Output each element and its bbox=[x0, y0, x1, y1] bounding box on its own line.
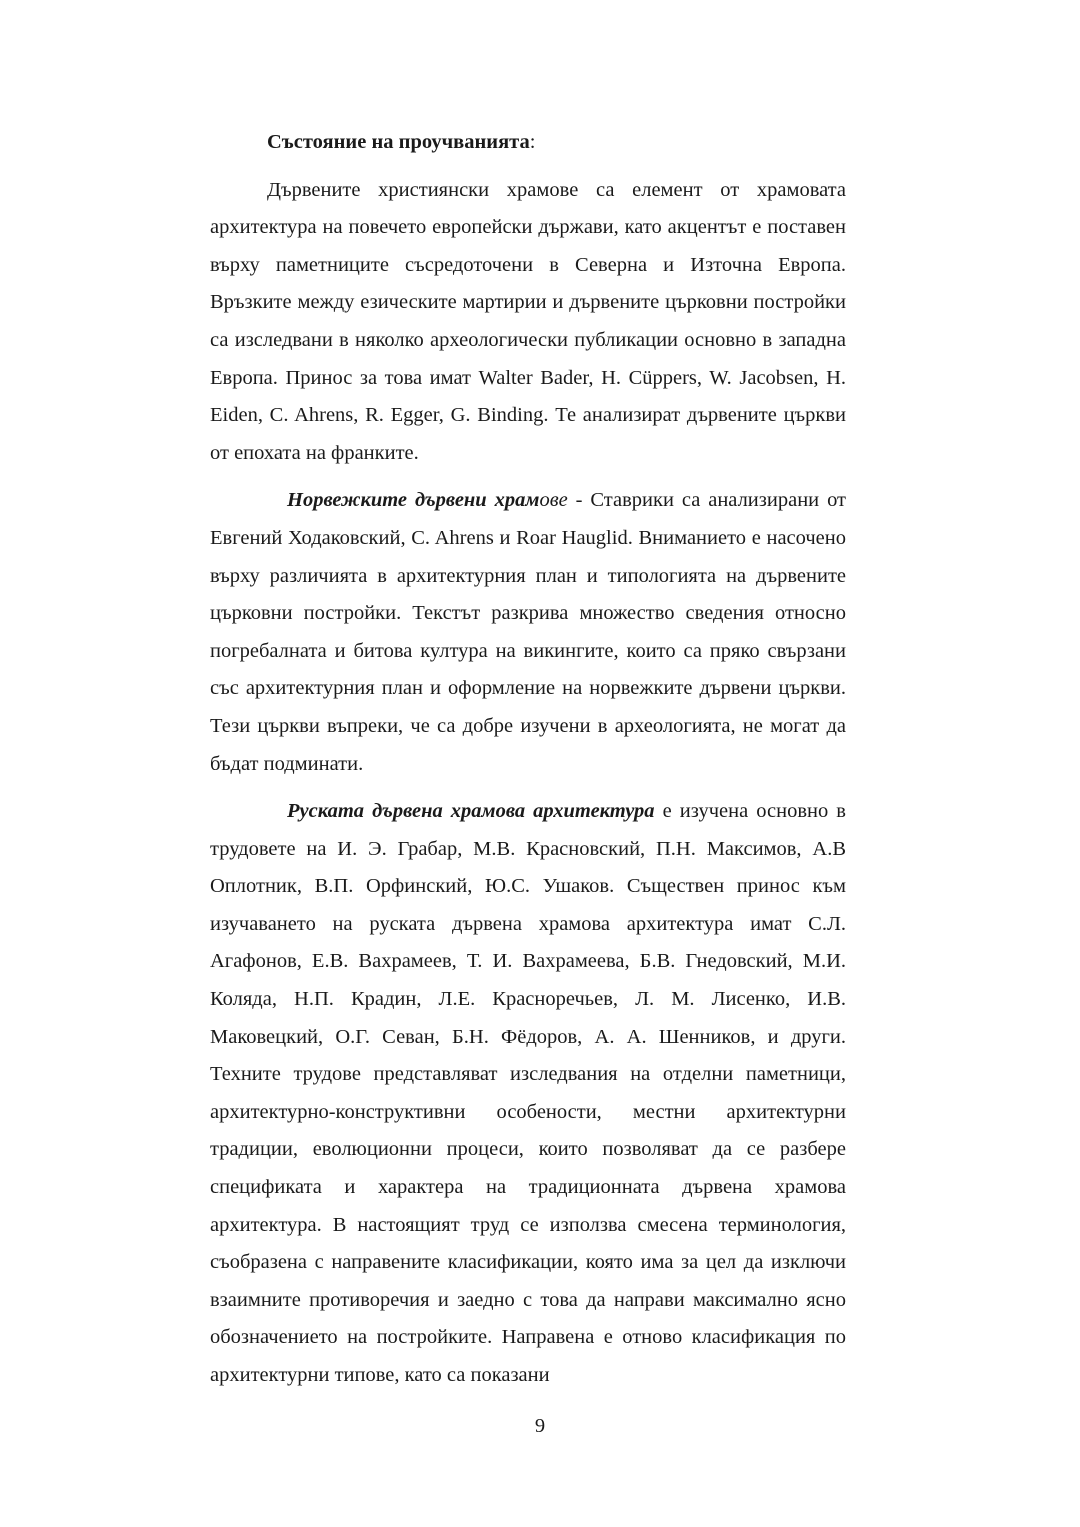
norwegian-churches-lead: Норвежките дървени храм bbox=[287, 489, 540, 512]
norwegian-churches-text: - Ставрики са анализирани от Евгений Ходаковский, C. Ahrens и Roar Hauglid. Вниманието е насочено върху различията в архитектурния план и типологията на дървените църковни постройки. Текстът разкрива множество сведения относно погребалната и битова култура на викингите, които са пряко свързани със архитектурния план и оформление на норвежките дървени църкви. Тези църкви въпреки, че са добре изучени в археологията, не могат да бъдат подминати. bbox=[210, 489, 847, 775]
page-number: 9 bbox=[534, 1415, 546, 1437]
norwegian-churches-lead-suffix: ове bbox=[539, 489, 568, 512]
russian-architecture-lead: Руската дървена храмова архитектура bbox=[287, 800, 655, 823]
russian-architecture-text: е изучена основно в трудовете на И. Э. Грабар, М.В. Красновский, П.Н. Максимов, А.В Оплотник, В.П. Орфинский, Ю.С. Ушаков. Съществен принос към изучаването на руската дървена храмова архитектура имат С.Л. Агафонов, Е.В. Вахрамеев, Т. И. Вахрамеева, Б.В. Гнедовский, М.И. Коляда, Н.П. Крадин, Л.Е. Красноречьев, Л. М. Лисенко, И.В. Маковецкий, О.Г. Севан, Б.Н. Фёдоров, А. А. Шенников, и други. Техните трудове представляват изследвания на отделни паметници, архитектурно-конструктивни особености, местни архитектурни традиции, еволюционни процеси, които позволяват да се разбере спецификата и характера на традиционната дървена храмова архитектура. В настоящият труд се използва смесена терминология, съобразена с направените класификации, която има за цел да изключи взаимните противоречия и заедно с това да направи максимално ясно обозначението на постройките. Направена е отново класификация по архитектурни типове, като са показани bbox=[210, 800, 846, 1386]
paragraph-norwegian-churches bbox=[210, 482, 846, 783]
section-heading-title: Състояние на проучванията bbox=[267, 131, 530, 153]
paragraph-overview: Дървените християнски храмове са елемент от храмовата архитектура на повечето европейски държави, като акцентът е поставен върху паметниците съсредоточени в Северна и Източна Европа. Връзките между езическите мартирии и дървените църковни постройки са изследвани в няколко археологически публикации основно в западна Европа. Принос за това имат Walter Bader, H. Cüppers, W. Jacobsen, H. Eiden, C. Ahrens, R. Egger, G. Binding. Те анализират дървените църкви от епохата на франките. bbox=[210, 178, 846, 464]
paragraph-russian-architecture bbox=[210, 793, 846, 1395]
page-body bbox=[210, 124, 846, 1405]
section-heading bbox=[267, 124, 846, 162]
section-heading-colon: : bbox=[529, 131, 536, 153]
